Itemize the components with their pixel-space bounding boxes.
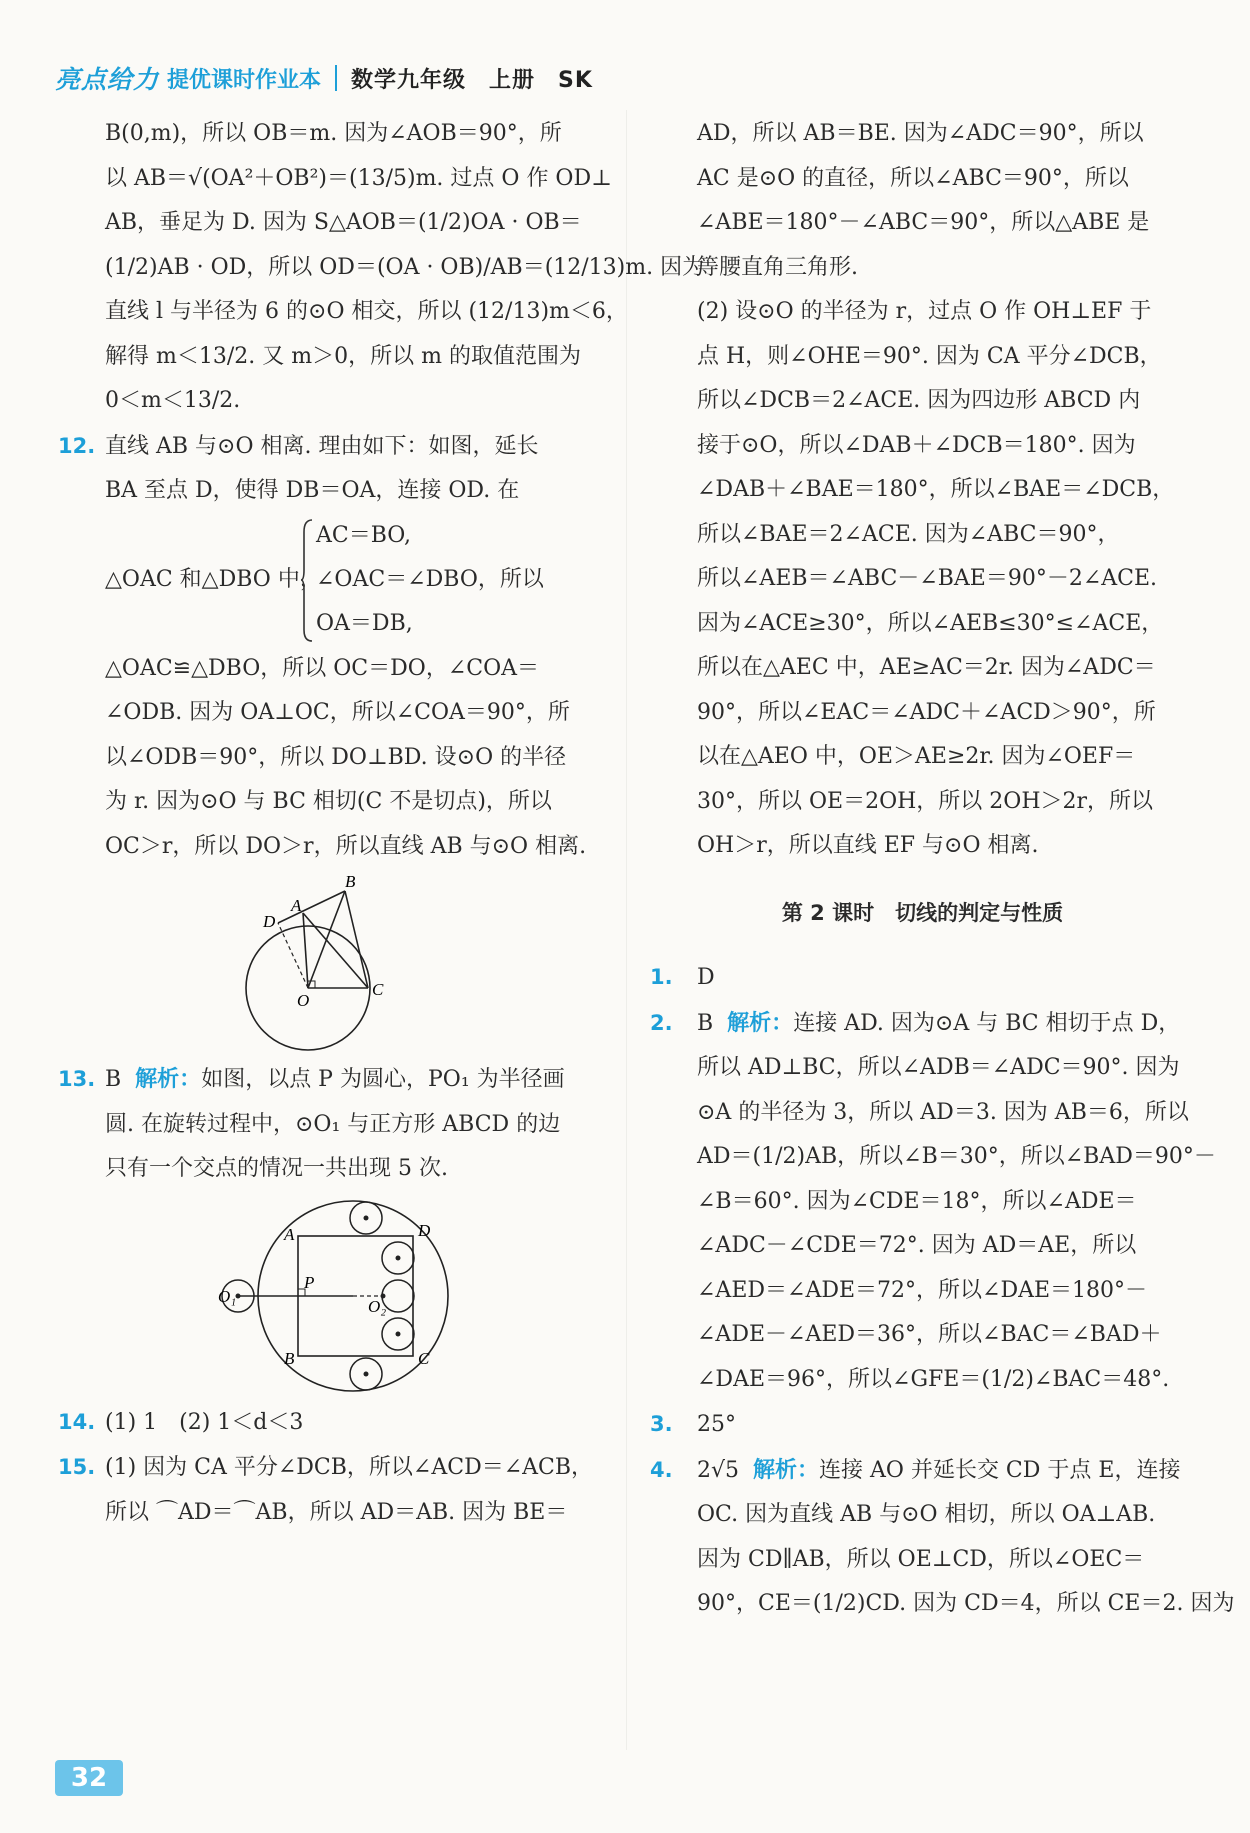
text-line: OA＝DB, [316, 610, 413, 636]
point-label-o1: O₁ [218, 1286, 237, 1306]
question-number: 12. [58, 433, 96, 458]
subject-title: 数学九年级 上册 SK [351, 67, 593, 93]
text-line: 以在△AEO 中，OE＞AE≥2r. 因为∠OEF＝ [697, 744, 1136, 769]
analysis-label: 解析： [727, 1010, 794, 1036]
left-column [58, 112, 705, 1535]
text-line: 连接 AO 并延长交 CD 于点 E，连接 [819, 1457, 1181, 1483]
figure-12-diagram [233, 873, 433, 1053]
text-line: ∠ODB. 因为 OA⊥OC，所以∠COA＝90°，所 [105, 700, 570, 725]
text-line: 解得 m＜13/2. 又 m＞0，所以 m 的取值范围为 [105, 343, 581, 369]
answer: 25° [697, 1412, 736, 1437]
text-line: 所以 AD⊥BC，所以∠ADB＝∠ADC＝90°. 因为 [697, 1055, 1180, 1080]
answer: 2√5 [697, 1457, 740, 1483]
text-line: B(0,m)，所以 OB＝m. 因为∠AOB＝90°，所 [105, 121, 562, 146]
figure-13-diagram [218, 1196, 478, 1396]
point-label-a: A [291, 896, 302, 915]
text-line: (2) 设⊙O 的半径为 r，过点 O 作 OH⊥EF 于 [697, 299, 1152, 324]
question-number: 13. [58, 1067, 96, 1091]
text-line: OH＞r，所以直线 EF 与⊙O 相离. [697, 833, 1039, 858]
question-14 [58, 1400, 603, 1446]
answer: B [697, 1010, 714, 1036]
text-line: 90°，CE＝(1/2)CD. 因为 CD＝4，所以 CE＝2. 因为 [697, 1591, 1235, 1616]
question-12 [58, 424, 603, 470]
text-line: 所以∠AEB＝∠ABC－∠BAE＝90°－2∠ACE. [697, 566, 1158, 591]
point-label-b: B [284, 1348, 295, 1368]
point-label-c: C [372, 980, 384, 999]
text-line: 90°，所以∠EAC＝∠ADC＋∠ACD＞90°，所 [697, 699, 1156, 725]
text-line: 只有一个交点的情况一共出现 5 次. [105, 1156, 448, 1181]
text-line: 因为∠ACE≥30°，所以∠AEB≤30°≤∠ACE， [697, 610, 1164, 636]
answer-3 [650, 1402, 1195, 1448]
text-line: 直线 AB 与⊙O 相离. 理由如下：如图，延长 [105, 433, 539, 459]
text-line: AB，垂足为 D. 因为 S△AOB＝(1/2)OA · OB＝ [105, 210, 582, 235]
answer: D [697, 965, 715, 990]
text-line: ∠ADE－∠AED＝36°，所以∠BAC＝∠BAD＋ [697, 1322, 1162, 1347]
text-line: 直线 l 与半径为 6 的⊙O 相交，所以 (12/13)m＜6， [105, 299, 628, 324]
answer: B [105, 1067, 122, 1092]
point-label-p: P [304, 1272, 315, 1292]
page-header [55, 58, 593, 98]
text-line: △OAC 和△DBO 中， [105, 566, 322, 592]
text-line: AD，所以 AB＝BE. 因为∠ADC＝90°，所以 [697, 121, 1144, 146]
series-title: 提优课时作业本 [167, 67, 322, 93]
point-label-b: B [345, 873, 356, 891]
right-column [650, 112, 1235, 1627]
equation-system [58, 514, 603, 647]
answer-1 [650, 955, 1195, 1001]
text-line: △OAC≌△DBO，所以 OC＝DO，∠COA＝ [105, 655, 540, 681]
text-line: ∠AED＝∠ADE＝72°，所以∠DAE＝180°－ [697, 1277, 1148, 1303]
brand-logo: 亮点给力 [55, 65, 160, 94]
text-line: ∠ABE＝180°－∠ABC＝90°，所以△ABE 是 [697, 210, 1150, 235]
column-divider [626, 110, 627, 1750]
question-number: 4. [650, 1457, 673, 1482]
analysis-label: 解析： [753, 1457, 820, 1483]
text-line: OC＞r，所以 DO＞r，所以直线 AB 与⊙O 相离. [105, 833, 587, 859]
text-line: 以 AB＝√(OA²＋OB²)＝(13/5)m. 过点 O 作 OD⊥ [105, 165, 612, 191]
text-line: 因为 CD∥AB，所以 OE⊥CD，所以∠OEC＝ [697, 1546, 1145, 1572]
question-number: 15. [58, 1455, 96, 1479]
text-line: 为 r. 因为⊙O 与 BC 相切(C 不是切点)，所以 [105, 789, 552, 814]
text-line: 以∠ODB＝90°，所以 DO⊥BD. 设⊙O 的半径 [105, 744, 567, 770]
text-line: ⊙A 的半径为 3，所以 AD＝3. 因为 AB＝6，所以 [697, 1099, 1189, 1125]
point-label-a: A [284, 1224, 295, 1244]
page-number: 32 [55, 1760, 123, 1796]
text-line: 30°，所以 OE＝2OH，所以 2OH＞2r，所以 [697, 788, 1154, 814]
text-line: ∠OAC＝∠DBO，所以 [316, 566, 544, 592]
text-line: 圆. 在旋转过程中，⊙O₁ 与正方形 ABCD 的边 [105, 1111, 561, 1137]
question-number: 3. [650, 1412, 673, 1436]
text-line: OC. 因为直线 AB 与⊙O 相切，所以 OA⊥AB. [697, 1502, 1156, 1527]
point-label-d: D [263, 912, 276, 931]
text-line: ∠DAE＝96°，所以∠GFE＝(1/2)∠BAC＝48°. [697, 1366, 1170, 1392]
text-line: 0＜m＜13/2. [105, 388, 241, 413]
header-divider [335, 65, 337, 91]
text-line: 所以∠DCB＝2∠ACE. 因为四边形 ABCD 内 [697, 388, 1141, 413]
text-line: 连接 AD. 因为⊙A 与 BC 相切于点 D， [793, 1010, 1181, 1036]
text-line: 所以在△AEC 中，AE≥AC＝2r. 因为∠ADC＝ [697, 655, 1156, 680]
point-label-c: C [418, 1348, 430, 1368]
brace-icon [300, 518, 314, 643]
text-line: (1) 因为 CA 平分∠DCB，所以∠ACD＝∠ACB， [105, 1455, 594, 1480]
text-line: ∠B＝60°. 因为∠CDE＝18°，所以∠ADE＝ [697, 1188, 1137, 1214]
text-line: 点 H，则∠OHE＝90°. 因为 CA 平分∠DCB， [697, 343, 1162, 369]
answer-4 [650, 1448, 1195, 1494]
text-line: ∠ADC－∠CDE＝72°. 因为 AD＝AE，所以 [697, 1233, 1137, 1258]
question-13 [58, 1057, 603, 1103]
answer-2 [650, 1001, 1195, 1047]
section-title: 第 2 课时 切线的判定与性质 [781, 900, 1064, 925]
text-line: BA 至点 D，使得 DB＝OA，连接 OD. 在 [105, 478, 520, 503]
question-number: 1. [650, 965, 673, 989]
point-label-d: D [418, 1220, 431, 1240]
text-line: ∠DAB＋∠BAE＝180°，所以∠BAE＝∠DCB， [697, 477, 1175, 502]
text-line: 所以 ⌒AD＝⌒AB，所以 AD＝AB. 因为 BE＝ [105, 1499, 568, 1525]
question-number: 2. [650, 1010, 673, 1035]
text-line: 等腰直角三角形. [697, 254, 858, 280]
question-number: 14. [58, 1409, 96, 1434]
analysis-label: 解析： [135, 1067, 202, 1092]
text-line: 接于⊙O，所以∠DAB＋∠DCB＝180°. 因为 [697, 432, 1136, 458]
text-line: AD＝(1/2)AB，所以∠B＝30°，所以∠BAD＝90°－ [697, 1144, 1216, 1169]
point-label-o: O [297, 991, 310, 1010]
text-line: 所以∠BAE＝2∠ACE. 因为∠ABC＝90°， [697, 521, 1120, 547]
text-line: (1/2)AB · OD，所以 OD＝(OA · OB)/AB＝(12/13)m. 因为 [105, 254, 705, 280]
answer: (1) 1 (2) 1＜d＜3 [105, 1409, 304, 1435]
text-line: AC＝BO, [316, 522, 412, 548]
text-line: AC 是⊙O 的直径，所以∠ABC＝90°，所以 [697, 165, 1129, 191]
text-line: 如图，以点 P 为圆心，PO₁ 为半径画 [201, 1067, 565, 1092]
point-label-o2: O₂ [368, 1296, 387, 1316]
question-15 [58, 1445, 603, 1491]
